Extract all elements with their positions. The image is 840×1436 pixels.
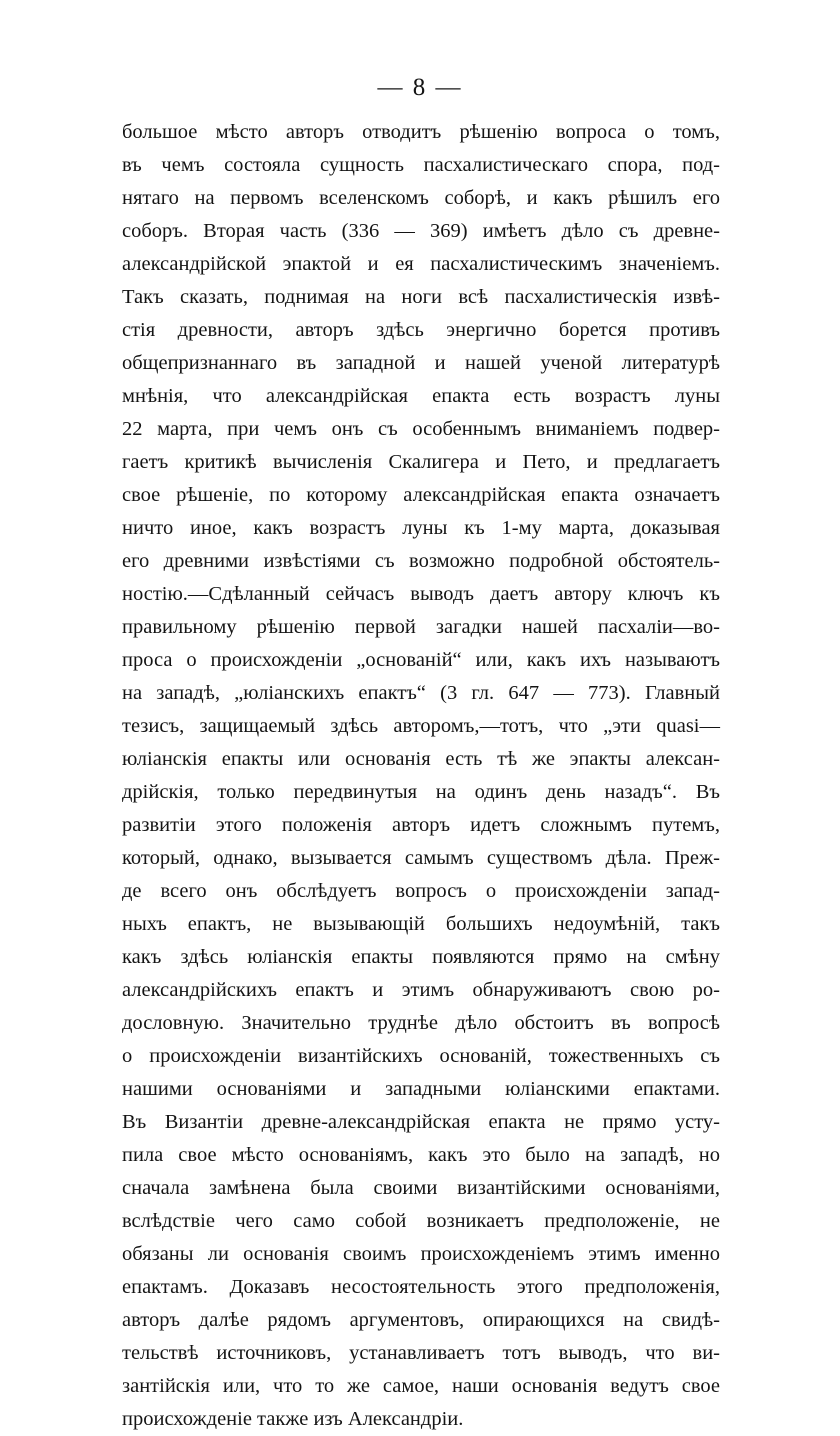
text-line: его древними извѣстіями съ возможно подробной обстоятель- — [122, 550, 720, 572]
text-line: ностію.—Сдѣланный сейчасъ выводъ даетъ автору ключъ къ — [122, 583, 720, 605]
text-line: Въ Византіи древне-александрійская епакта не прямо усту- — [122, 1111, 720, 1133]
text-line: де всего онъ обслѣдуетъ вопросъ о происхожденіи запад- — [122, 880, 720, 902]
page-number: — 8 — — [377, 74, 463, 101]
text-line: 22 марта, при чемъ онъ съ особеннымъ вниманіемъ подвер- — [122, 418, 720, 440]
text-line: обязаны ли основанія своимъ происхожденіемъ этимъ именно — [122, 1243, 720, 1265]
text-line: въ чемъ состояла сущность пасхалистическаго спора, под- — [122, 154, 720, 176]
text-line: тезисъ, защищаемый здѣсь авторомъ,—тотъ, что „эти quasi— — [122, 715, 720, 737]
text-line: происхожденіе также изъ Александріи. — [122, 1408, 464, 1430]
text-line: дрійскія, только передвинутыя на одинъ день назадъ“. Въ — [122, 781, 720, 803]
text-line: вслѣдствіе чего само собой возникаетъ предположеніе, не — [122, 1210, 720, 1232]
text-line: дословную. Значительно труднѣе дѣло обстоитъ въ вопросѣ — [122, 1012, 720, 1034]
text-line: мнѣнія, что александрійская епакта есть возрастъ луны — [122, 385, 720, 407]
text-line: который, однако, вызывается самымъ существомъ дѣла. Преж- — [122, 847, 720, 869]
text-line: гаетъ критикѣ вычисленія Скалигера и Пето, и предлагаетъ — [122, 451, 720, 473]
text-line: какъ здѣсь юліанскія епакты появляются прямо на смѣну — [122, 946, 720, 968]
text-line: ныхъ епактъ, не вызывающій большихъ недоумѣній, такъ — [122, 913, 720, 935]
text-line: александрійскихъ епактъ и этимъ обнаруживаютъ свою ро- — [122, 979, 720, 1001]
text-line: зантійскія или, что то же самое, наши основанія ведутъ свое — [122, 1375, 720, 1397]
text-line: развитіи этого положенія авторъ идетъ сложнымъ путемъ, — [122, 814, 720, 836]
text-line: соборъ. Вторая часть (336 — 369) имѣетъ дѣло съ древне- — [122, 220, 720, 242]
text-line: нятаго на первомъ вселенскомъ соборѣ, и какъ рѣшилъ его — [122, 187, 720, 209]
text-line: правильному рѣшенію первой загадки нашей пасхаліи—во- — [122, 616, 720, 638]
text-line: Такъ сказать, поднимая на ноги всѣ пасхалистическія извѣ- — [122, 286, 720, 308]
text-line: пила свое мѣсто основаніямъ, какъ это было на западѣ, но — [122, 1144, 720, 1166]
text-line: тельствѣ источниковъ, устанавливаетъ тотъ выводъ, что ви- — [122, 1342, 720, 1364]
text-line: ничто иное, какъ возрастъ луны къ 1-му марта, доказывая — [122, 517, 720, 539]
text-line: стія древности, авторъ здѣсь энергично борется противъ — [122, 319, 720, 341]
text-line: нашими основаніями и западными юліанскими епактами. — [122, 1078, 720, 1100]
text-line: епактамъ. Доказавъ несостоятельность этого предположенія, — [122, 1276, 720, 1298]
text-line: авторъ далѣе рядомъ аргументовъ, опирающихся на свидѣ- — [122, 1309, 720, 1331]
text-line: юліанскія епакты или основанія есть тѣ же эпакты алексан- — [122, 748, 720, 770]
text-line: большое мѣсто авторъ отводитъ рѣшенію вопроса о томъ, — [122, 121, 720, 143]
text-line: свое рѣшеніе, по которому александрійская епакта означаетъ — [122, 484, 720, 506]
text-line: общепризнаннаго въ западной и нашей ученой литературѣ — [122, 352, 720, 374]
text-line: на западѣ, „юліанскихъ епактъ“ (3 гл. 647 — 773). Главный — [122, 682, 720, 704]
text-line: проса о происхожденіи „основаній“ или, какъ ихъ называютъ — [122, 649, 720, 671]
text-line: о происхожденіи византійскихъ основаній, тожественныхъ съ — [122, 1045, 720, 1067]
text-line: сначала замѣнена была своими византійскими основаніями, — [122, 1177, 720, 1199]
body-text — [122, 116, 720, 1436]
text-line: александрійской эпактой и ея пасхалистическимъ значеніемъ. — [122, 253, 720, 275]
